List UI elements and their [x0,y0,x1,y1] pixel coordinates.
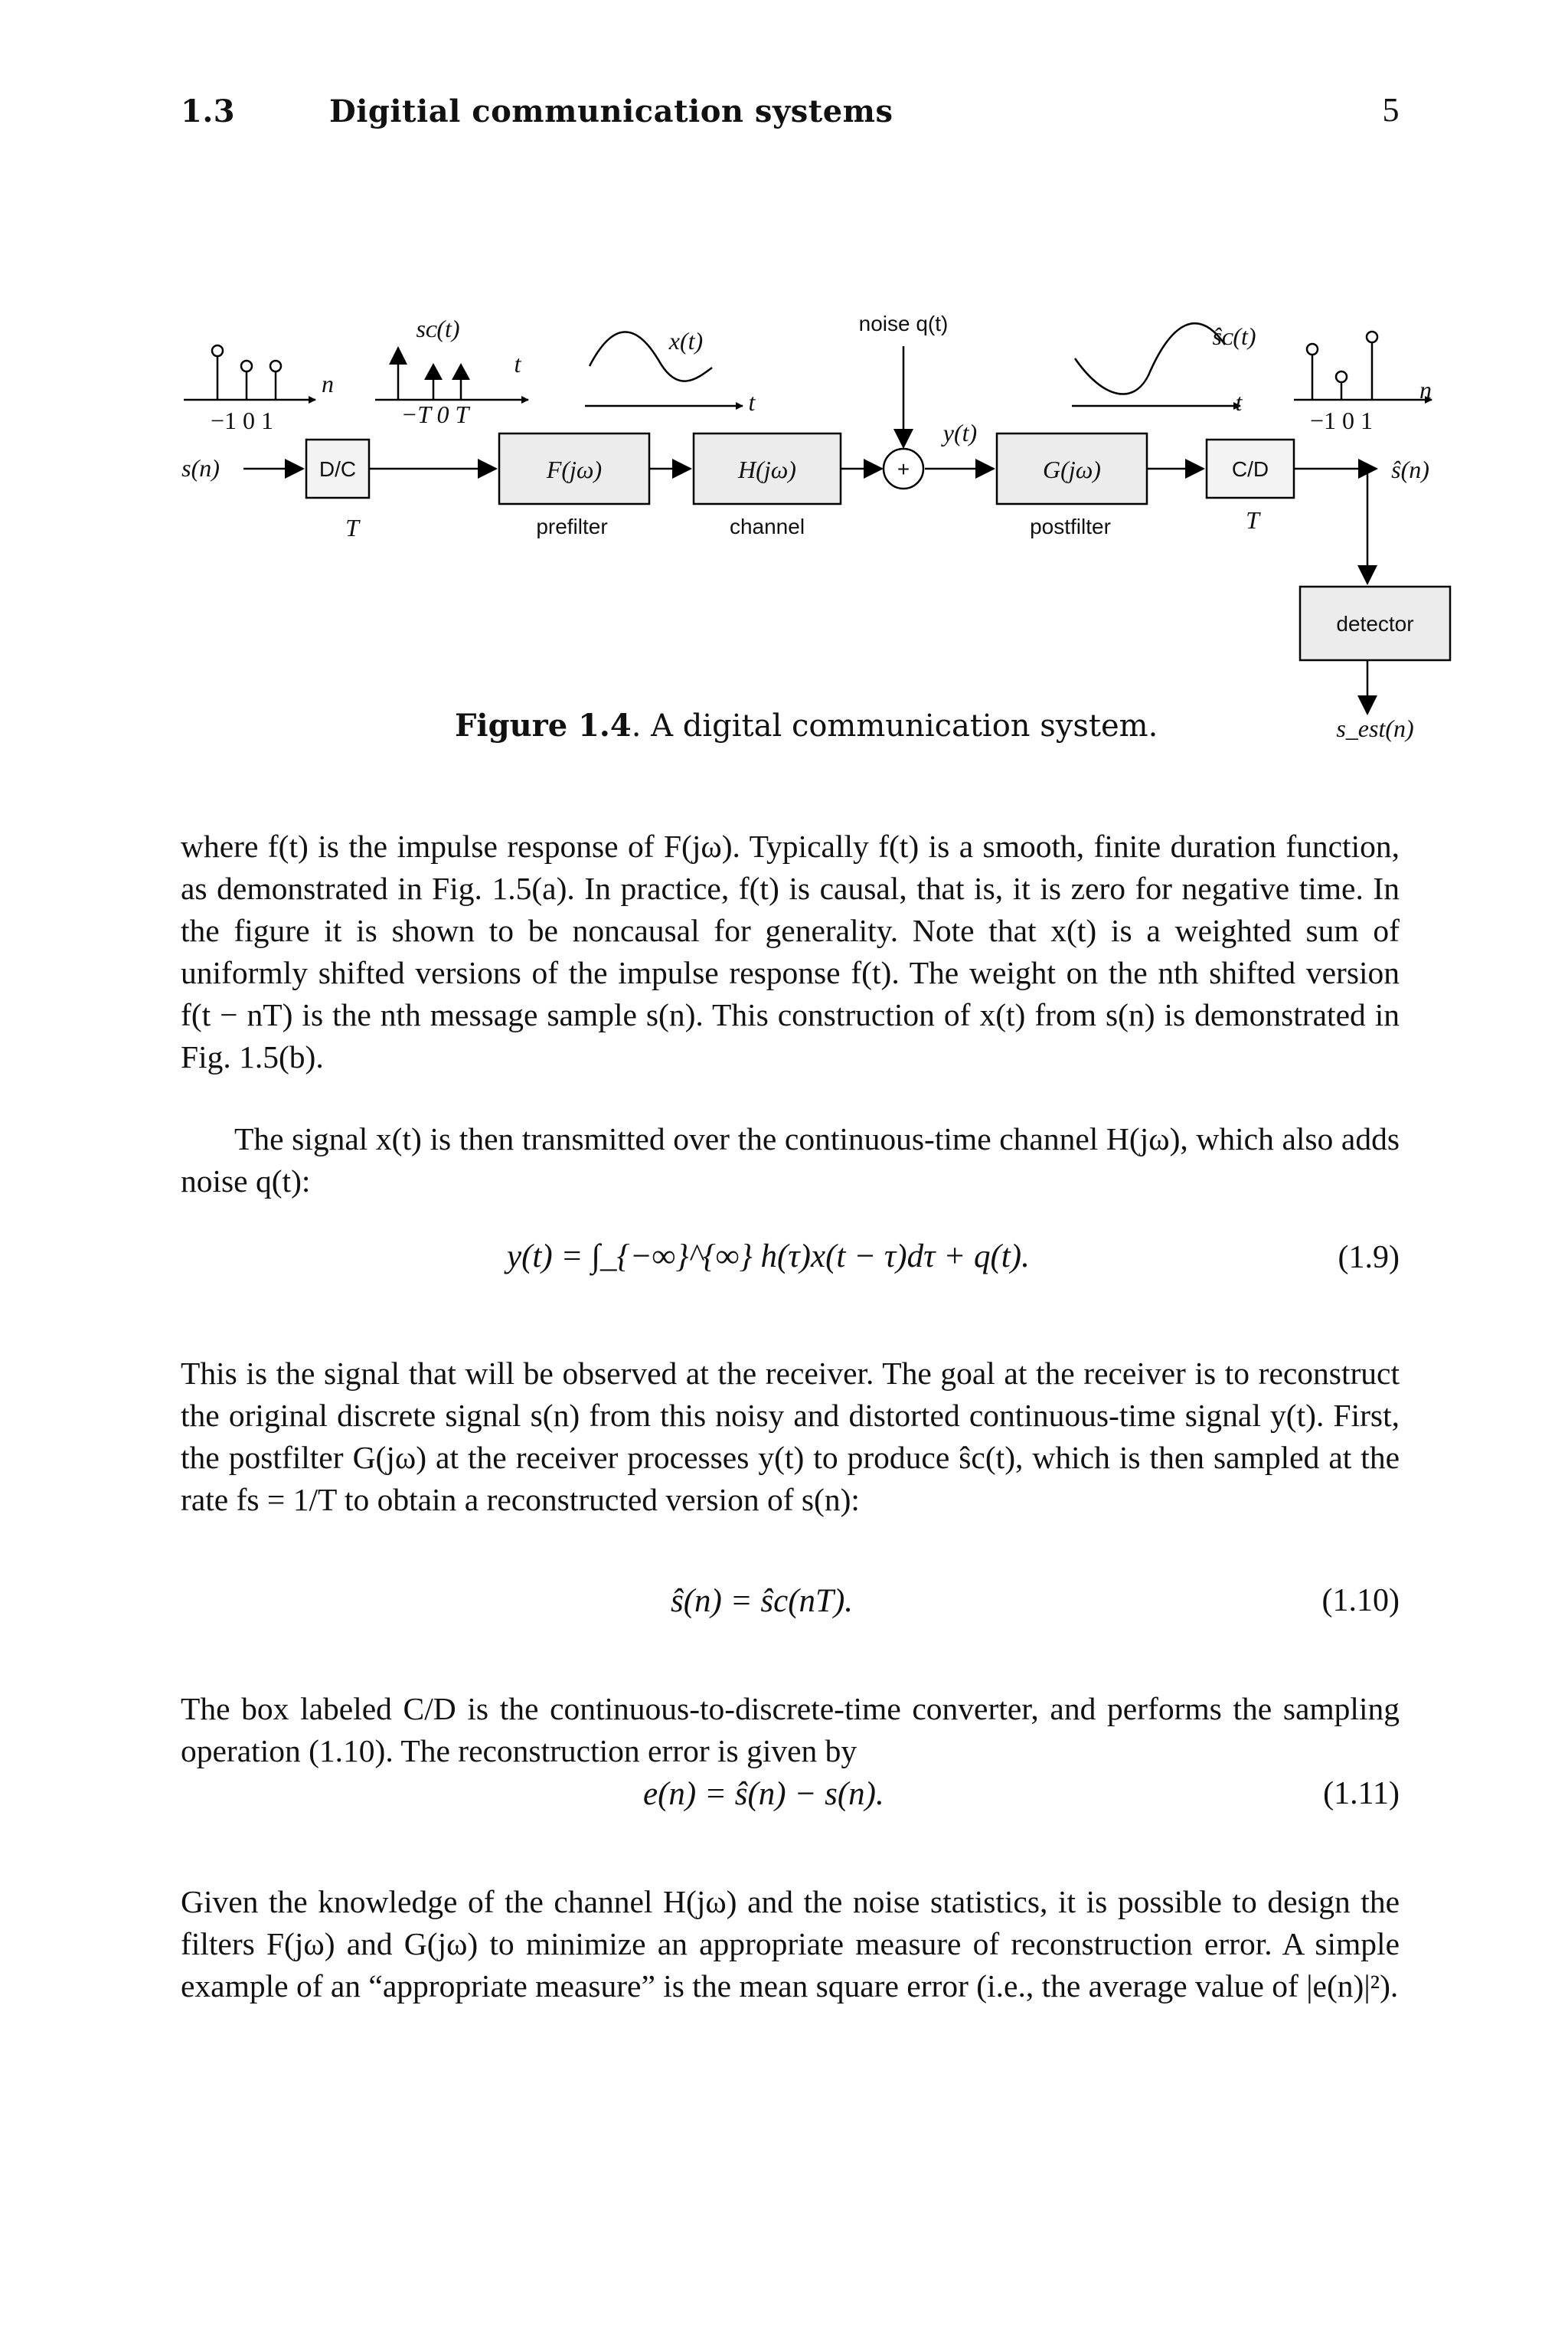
postfilter-block-label: G(jω) [1043,456,1101,483]
postfilter-label: postfilter [1030,515,1111,538]
paragraph-3: This is the signal that will be observed at the receiver. The goal at the receiver is to reconstruct the original discrete signal s(n) from this noisy and distorted continuous-time signal y(t). First, the postfilter G(jω) at the receiver processes y(t) to produce ŝc(t), which is then sampled at the rate fs = 1/T to obtain a reconstructed version of s(n): [181,1355,1400,1517]
sc-signal-label: sᴄ(t) [416,315,460,342]
caption-label: Figure 1.4 [455,708,632,744]
paragraph-1: where f(t) is the impulse response of F(jω). Typically f(t) is a smooth, finite duration function, as demonstrated in Fig. 1.5(a). In practice, f(t) is causal, that is, it is zero for negative time. In the figure it is shown to be noncausal for generality. Note that x(t) is a weighted sum of uniformly shifted versions of the impulse response f(t). The weight on the nth shifted version f(t − nT) is the nth message sample s(n). This construction of x(t) from s(n) is demonstrated in Fig. 1.5(b). [181,828,1400,1075]
n-axis-label-right: n [1419,376,1432,404]
t-axis-label-3: t [1235,388,1243,416]
equation-1-10-number: (1.10) [1321,1583,1400,1618]
n-axis-label-left: n [322,370,334,397]
adder-label: + [897,457,910,481]
paragraph-2: The signal x(t) is then transmitted over the continuous-time channel H(jω), which also adds noise q(t): [181,1120,1400,1199]
output-signal-label: ŝ(n) [1391,456,1429,483]
sampling-period-right: T [1246,506,1259,534]
y-signal-label: y(t) [942,419,978,447]
equation-1-9: y(t) = ∫_{−∞}^{∞} h(τ)x(t − τ)dτ + q(t). [507,1238,1030,1274]
cd-block-label: C/D [1231,457,1269,481]
caption-text: . A digital communication system. [631,708,1158,744]
equation-1-10: ŝ(n) = ŝc(nT). [671,1583,854,1619]
sampling-period-left: T [345,514,359,541]
impulse-ticks: −T 0 T [400,401,469,428]
channel-label: channel [729,515,805,538]
t-axis-label-2: t [748,388,756,416]
page-number: 5 [1382,91,1400,129]
estimate-output-label: s_est(n) [1336,715,1414,742]
running-title: Digitial communication systems [329,93,893,129]
equation-1-11-number: (1.11) [1323,1776,1400,1811]
left-stem-ticks: −1 0 1 [210,407,274,434]
channel-block-label: H(jω) [738,456,796,483]
right-stem-ticks: −1 0 1 [1309,407,1374,434]
noise-label: noise q(t) [858,312,949,335]
equation-1-9-number: (1.9) [1338,1240,1400,1275]
t-axis-label-1: t [514,350,521,378]
section-number: 1.3 [181,93,236,129]
figure-caption [455,708,1158,744]
prefilter-block-label: F(jω) [546,456,603,483]
block-diagram [0,0,1568,774]
detector-block-label: detector [1336,612,1414,636]
input-signal-label: s(n) [181,454,220,482]
sc-hat-signal-label: ŝᴄ(t) [1212,322,1256,350]
paragraph-4: The box labeled C/D is the continuous-to-discrete-time converter, and performs the sampling operation (1.10). The reconstruction error is given by [181,1690,1400,1768]
dc-block-label: D/C [318,457,357,481]
paragraph-5: Given the knowledge of the channel H(jω) and the noise statistics, it is possible to design the filters F(jω) and G(jω) to minimize an appropriate measure of reconstruction error. A simple example of an “appropriate measure” is the mean square error (i.e., the average value of |e(n)|²). [181,1883,1400,2004]
x-signal-label: x(t) [668,327,704,355]
equation-1-11: e(n) = ŝ(n) − s(n). [643,1776,884,1812]
prefilter-label: prefilter [536,515,608,538]
